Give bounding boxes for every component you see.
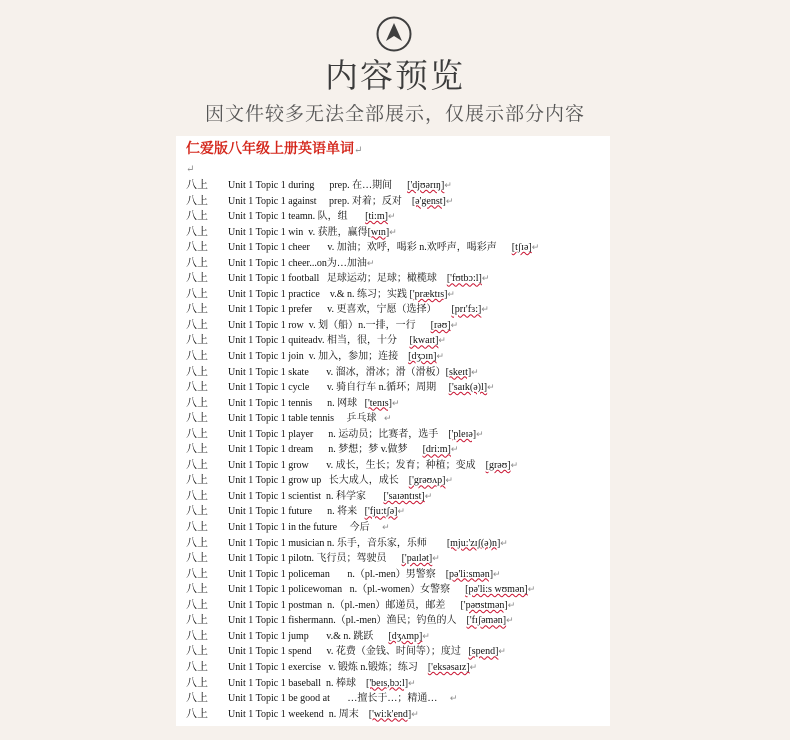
word-entry bbox=[228, 178, 452, 194]
entry-text: Unit 1 Topic 1 skate v. 溜冰，滑冰；滑（滑板） bbox=[228, 366, 446, 378]
phonetic: [pə'li:s wʊmən] bbox=[465, 584, 528, 596]
phonetic: ['beɪs,bɔ:l] bbox=[366, 677, 409, 689]
paragraph-mark: ↵ bbox=[450, 444, 459, 455]
paragraph-mark: ↵ bbox=[445, 195, 454, 206]
entry-text: Unit 1 Topic 1 grow v. 成长，生长；发育；种植；变成 bbox=[228, 459, 486, 471]
entry-text: Unit 1 Topic 1 practice v.& n. 练习；实践 bbox=[228, 288, 410, 300]
paragraph-mark: ↵ bbox=[436, 351, 445, 362]
entry-text: Unit 1 Topic 1 against prep. 对着；反对 bbox=[228, 195, 412, 207]
paragraph-mark: ↵ bbox=[424, 490, 433, 501]
phonetic: ['saɪk(ə)l] bbox=[448, 382, 488, 394]
entry-text: Unit 1 Topic 1 pilotn. 飞行员；驾驶员 bbox=[228, 553, 402, 565]
grade-label: 八上 bbox=[186, 567, 208, 580]
phonetic: ['fʊtbɔ:l] bbox=[446, 273, 482, 285]
paragraph-mark: ↵ bbox=[500, 537, 508, 548]
paragraph-mark: ↵ bbox=[389, 226, 397, 237]
page-title: 内容预览 bbox=[325, 56, 465, 95]
list-item bbox=[186, 504, 610, 520]
entry-text: Unit 1 Topic 1 win v. 获胜，赢得 bbox=[228, 226, 368, 238]
grade-label: 八上 bbox=[186, 427, 208, 440]
word-entry bbox=[228, 660, 477, 676]
paragraph-mark: ↵ bbox=[354, 145, 363, 156]
paragraph-mark: ↵ bbox=[510, 459, 519, 470]
grade-label: 八上 bbox=[186, 318, 208, 331]
page-subtitle: 因文件较多无法全部展示，仅展示部分内容 bbox=[204, 103, 585, 125]
grade-label: 八上 bbox=[186, 707, 208, 720]
list-item bbox=[186, 613, 610, 629]
entry-text: Unit 1 Topic 1 cheer v. 加油；欢呼，喝彩 n.欢呼声，喝彩声 bbox=[228, 242, 512, 254]
entry-text: Unit 1 Topic 1 jump v.& n. 跳跃 bbox=[228, 630, 389, 642]
grade-label: 八上 bbox=[186, 443, 208, 456]
list-item bbox=[186, 536, 610, 552]
entry-text: Unit 1 Topic 1 be good at …擅长于…；精通… bbox=[228, 693, 450, 705]
grade-label: 八上 bbox=[186, 692, 208, 705]
phonetic: [dri:m] bbox=[422, 444, 451, 456]
word-entry bbox=[228, 442, 458, 458]
word-entry bbox=[228, 536, 508, 552]
grade-label: 八上 bbox=[186, 645, 208, 658]
phonetic: ['grəʊʌp] bbox=[408, 475, 446, 487]
phonetic: [mju:'zɪʃ(ə)n] bbox=[446, 537, 501, 549]
entry-text: Unit 1 Topic 1 grow up 长大成人，成长 bbox=[228, 475, 409, 487]
phonetic: [dʒɔɪn] bbox=[408, 351, 437, 363]
list-item bbox=[186, 365, 610, 381]
grade-label: 八上 bbox=[186, 474, 208, 487]
entry-text: Unit 1 Topic 1 spend v. 花费（金钱、时间等）；度过 bbox=[228, 646, 469, 658]
paragraph-mark: ↵ bbox=[411, 708, 419, 719]
word-entry bbox=[228, 520, 390, 536]
paragraph-mark: ↵ bbox=[449, 693, 458, 704]
paragraph-mark: ↵ bbox=[186, 164, 195, 175]
grade-label: 八上 bbox=[186, 179, 208, 191]
word-entry bbox=[228, 349, 444, 365]
word-entry bbox=[228, 691, 457, 707]
grade-label: 八上 bbox=[186, 536, 208, 549]
phonetic: ['paɪlət] bbox=[401, 553, 433, 565]
word-entry bbox=[228, 380, 495, 396]
phonetic: ['djʊərɪŋ] bbox=[407, 180, 445, 191]
grade-label: 八上 bbox=[186, 614, 208, 627]
vocabulary-list bbox=[186, 178, 610, 722]
entry-text: Unit 1 Topic 1 policewoman n.（pl.-women）女警察 bbox=[228, 584, 466, 596]
paragraph-mark: ↵ bbox=[527, 584, 536, 595]
word-entry bbox=[228, 629, 430, 645]
paragraph-mark: ↵ bbox=[531, 242, 540, 253]
phonetic: [tʃɪə] bbox=[511, 242, 532, 254]
list-item bbox=[186, 302, 610, 318]
word-entry bbox=[228, 427, 484, 443]
paragraph-mark: ↵ bbox=[487, 382, 495, 393]
grade-label: 八上 bbox=[186, 458, 208, 471]
list-item bbox=[186, 194, 610, 210]
paragraph-mark: ↵ bbox=[391, 397, 400, 408]
entry-text: Unit 1 Topic 1 cycle v. 骑自行车 n.循环；周期 bbox=[228, 382, 449, 394]
grade-label: 八上 bbox=[186, 676, 208, 689]
paragraph-mark: ↵ bbox=[476, 428, 484, 439]
document-title-text: 仁爱版八年级上册英语单词 bbox=[186, 141, 354, 157]
word-entry bbox=[228, 613, 514, 629]
grade-label: 八上 bbox=[186, 272, 208, 285]
entry-text: Unit 1 Topic 1 row v. 划（船）n.一排，一行 bbox=[228, 319, 431, 331]
entry-text: Unit 1 Topic 1 musician n. 乐手，音乐家，乐师 bbox=[228, 537, 447, 549]
phonetic: ['eksəsaɪz] bbox=[427, 661, 470, 673]
list-item bbox=[186, 598, 610, 614]
phonetic: [ti:m] bbox=[365, 211, 388, 223]
word-entry bbox=[228, 411, 392, 427]
grade-label: 八上 bbox=[186, 256, 208, 269]
paragraph-mark: ↵ bbox=[438, 335, 446, 346]
list-item bbox=[186, 256, 610, 272]
phonetic: ['wi:k'end] bbox=[368, 708, 412, 720]
list-item bbox=[186, 442, 610, 458]
list-item bbox=[186, 333, 610, 349]
phonetic: [spend] bbox=[468, 646, 499, 658]
entry-text: Unit 1 Topic 1 during prep. 在…期间 bbox=[228, 180, 408, 191]
grade-label: 八上 bbox=[186, 303, 208, 316]
grade-label: 八上 bbox=[186, 350, 208, 363]
paragraph-mark: ↵ bbox=[507, 599, 516, 610]
phonetic: ['tenɪs] bbox=[364, 397, 392, 409]
word-entry bbox=[228, 318, 458, 334]
word-entry bbox=[228, 396, 400, 412]
word-entry bbox=[228, 209, 396, 225]
document-preview bbox=[176, 136, 610, 726]
paragraph-mark: ↵ bbox=[450, 319, 459, 330]
grade-label: 八上 bbox=[186, 598, 208, 611]
entry-text: Unit 1 Topic 1 weekend n. 周末 bbox=[228, 708, 369, 720]
list-item bbox=[186, 178, 610, 194]
entry-text: Unit 1 Topic 1 in the future 今后 bbox=[228, 522, 383, 534]
grade-label: 八上 bbox=[186, 629, 208, 642]
grade-label: 八上 bbox=[186, 225, 208, 238]
entry-text: Unit 1 Topic 1 exercise v. 锻炼 n.锻炼；练习 bbox=[228, 661, 428, 673]
grade-label: 八上 bbox=[186, 194, 208, 207]
list-item bbox=[186, 629, 610, 645]
paragraph-mark: ↵ bbox=[387, 211, 396, 222]
grade-label: 八上 bbox=[186, 521, 208, 534]
phonetic: ['saɪəntɪst] bbox=[383, 490, 425, 502]
phonetic: [skeɪt] bbox=[445, 366, 472, 378]
list-item bbox=[186, 349, 610, 365]
phonetic: ['pleɪə] bbox=[448, 428, 477, 440]
entry-text: Unit 1 Topic 1 tennis n. 网球 bbox=[228, 397, 365, 409]
list-item bbox=[186, 458, 610, 474]
entry-text: Unit 1 Topic 1 table tennis 乒乓球 bbox=[228, 413, 385, 425]
list-item bbox=[186, 660, 610, 676]
entry-text: Unit 1 Topic 1 join v. 加入，参加；连接 bbox=[228, 351, 409, 363]
list-item bbox=[186, 520, 610, 536]
grade-label: 八上 bbox=[186, 396, 208, 409]
paragraph-mark: ↵ bbox=[382, 522, 390, 533]
paragraph-mark: ↵ bbox=[408, 677, 416, 688]
phonetic: [pə'li:smən] bbox=[445, 568, 494, 580]
entry-text: Unit 1 Topic 1 teamn. 队，组 bbox=[228, 211, 366, 223]
paragraph-mark: ↵ bbox=[444, 180, 452, 190]
grade-label: 八上 bbox=[186, 334, 208, 347]
word-entry bbox=[228, 644, 506, 660]
paragraph-mark: ↵ bbox=[481, 273, 490, 284]
grade-label: 八上 bbox=[186, 505, 208, 518]
phonetic: [ə'genst] bbox=[411, 195, 446, 207]
list-item bbox=[186, 582, 610, 598]
entry-text: Unit 1 Topic 1 dream n. 梦想；梦 v.做梦 bbox=[228, 444, 423, 456]
paragraph-mark: ↵ bbox=[493, 568, 501, 579]
list-item bbox=[186, 209, 610, 225]
paragraph-mark: ↵ bbox=[481, 304, 489, 315]
word-entry bbox=[228, 333, 446, 349]
up-arrow-circle-icon bbox=[374, 14, 414, 54]
list-item bbox=[186, 240, 610, 256]
list-item bbox=[186, 411, 610, 427]
entry-text: Unit 1 Topic 1 cheer...on为…加油 bbox=[228, 257, 367, 269]
phonetic: [grəʊ] bbox=[485, 459, 511, 471]
phonetic: [dʒʌmp] bbox=[388, 630, 423, 642]
word-entry bbox=[228, 473, 453, 489]
word-entry bbox=[228, 551, 440, 567]
entry-text: Unit 1 Topic 1 football 足球运动；足球；橄榄球 bbox=[228, 273, 447, 285]
phonetic: [kwaɪt] bbox=[409, 335, 439, 347]
list-item bbox=[186, 427, 610, 443]
phonetic: ['fju:tʃə] bbox=[364, 506, 398, 518]
entry-text: Unit 1 Topic 1 baseball n. 棒球 bbox=[228, 677, 366, 689]
grade-label: 八上 bbox=[186, 583, 208, 596]
grade-label: 八上 bbox=[186, 412, 208, 425]
list-item bbox=[186, 644, 610, 660]
grade-label: 八上 bbox=[186, 241, 208, 254]
list-item bbox=[186, 318, 610, 334]
grade-label: 八上 bbox=[186, 210, 208, 223]
list-item bbox=[186, 473, 610, 489]
entry-text: Unit 1 Topic 1 postman n.（pl.-men）邮递员，邮差 bbox=[228, 599, 461, 611]
entry-text: Unit 1 Topic 1 quiteadv. 相当，很，十分 bbox=[228, 335, 410, 347]
paragraph-mark: ↵ bbox=[498, 646, 506, 657]
paragraph-mark: ↵ bbox=[471, 366, 479, 377]
entry-text: Unit 1 Topic 1 fishermann.（pl.-men）渔民；钓鱼的人 bbox=[228, 615, 467, 627]
entry-text: Unit 1 Topic 1 prefer v. 更喜欢，宁愿（选择） bbox=[228, 304, 452, 316]
word-entry bbox=[228, 676, 416, 692]
paragraph-mark: ↵ bbox=[432, 553, 440, 564]
word-entry bbox=[228, 240, 539, 256]
word-entry bbox=[228, 287, 455, 303]
list-item bbox=[186, 489, 610, 505]
entry-text: Unit 1 Topic 1 future n. 将来 bbox=[228, 506, 365, 518]
entry-text: Unit 1 Topic 1 scientist n. 科学家 bbox=[228, 490, 384, 502]
grade-label: 八上 bbox=[186, 489, 208, 502]
list-item bbox=[186, 551, 610, 567]
grade-label: 八上 bbox=[186, 365, 208, 378]
list-item bbox=[186, 271, 610, 287]
list-item bbox=[186, 380, 610, 396]
word-entry bbox=[228, 489, 432, 505]
paragraph-mark: ↵ bbox=[397, 506, 406, 517]
list-item bbox=[186, 225, 610, 241]
word-entry bbox=[228, 365, 479, 381]
phonetic: [rəʊ] bbox=[430, 319, 451, 331]
entry-text: Unit 1 Topic 1 policeman n.（pl.-men）男警察 bbox=[228, 568, 446, 580]
grade-label: 八上 bbox=[186, 381, 208, 394]
paragraph-mark: ↵ bbox=[506, 615, 514, 626]
word-entry bbox=[228, 302, 489, 318]
list-item bbox=[186, 396, 610, 412]
paragraph-mark: ↵ bbox=[445, 475, 454, 486]
entry-text: Unit 1 Topic 1 player n. 运动员；比赛者，选手 bbox=[228, 428, 449, 440]
paragraph-mark: ↵ bbox=[366, 257, 375, 268]
grade-label: 八上 bbox=[186, 660, 208, 673]
word-entry bbox=[228, 225, 397, 241]
paragraph-mark: ↵ bbox=[422, 630, 430, 641]
word-entry bbox=[228, 271, 489, 287]
word-entry bbox=[228, 458, 518, 474]
paragraph-mark: ↵ bbox=[469, 661, 478, 672]
grade-label: 八上 bbox=[186, 287, 208, 300]
list-item bbox=[186, 691, 610, 707]
phonetic: [wɪn] bbox=[367, 226, 390, 238]
word-entry bbox=[228, 707, 419, 723]
word-entry bbox=[228, 194, 453, 210]
phonetic: [prɪ'fɜ:] bbox=[451, 304, 482, 316]
grade-label: 八上 bbox=[186, 552, 208, 565]
list-item bbox=[186, 567, 610, 583]
document-title bbox=[186, 138, 362, 158]
paragraph-mark: ↵ bbox=[384, 413, 392, 424]
word-entry bbox=[228, 567, 501, 583]
paragraph-mark: ↵ bbox=[447, 288, 455, 299]
list-item bbox=[186, 707, 610, 723]
word-entry bbox=[228, 598, 515, 614]
phonetic: ['pəʊstmən] bbox=[460, 599, 508, 611]
phonetic: ['fɪʃəmən] bbox=[466, 615, 507, 627]
word-entry bbox=[228, 256, 374, 272]
phonetic: ['præktɪs] bbox=[409, 288, 448, 300]
list-item bbox=[186, 676, 610, 692]
list-item bbox=[186, 287, 610, 303]
word-entry bbox=[228, 582, 535, 598]
word-entry bbox=[228, 504, 405, 520]
